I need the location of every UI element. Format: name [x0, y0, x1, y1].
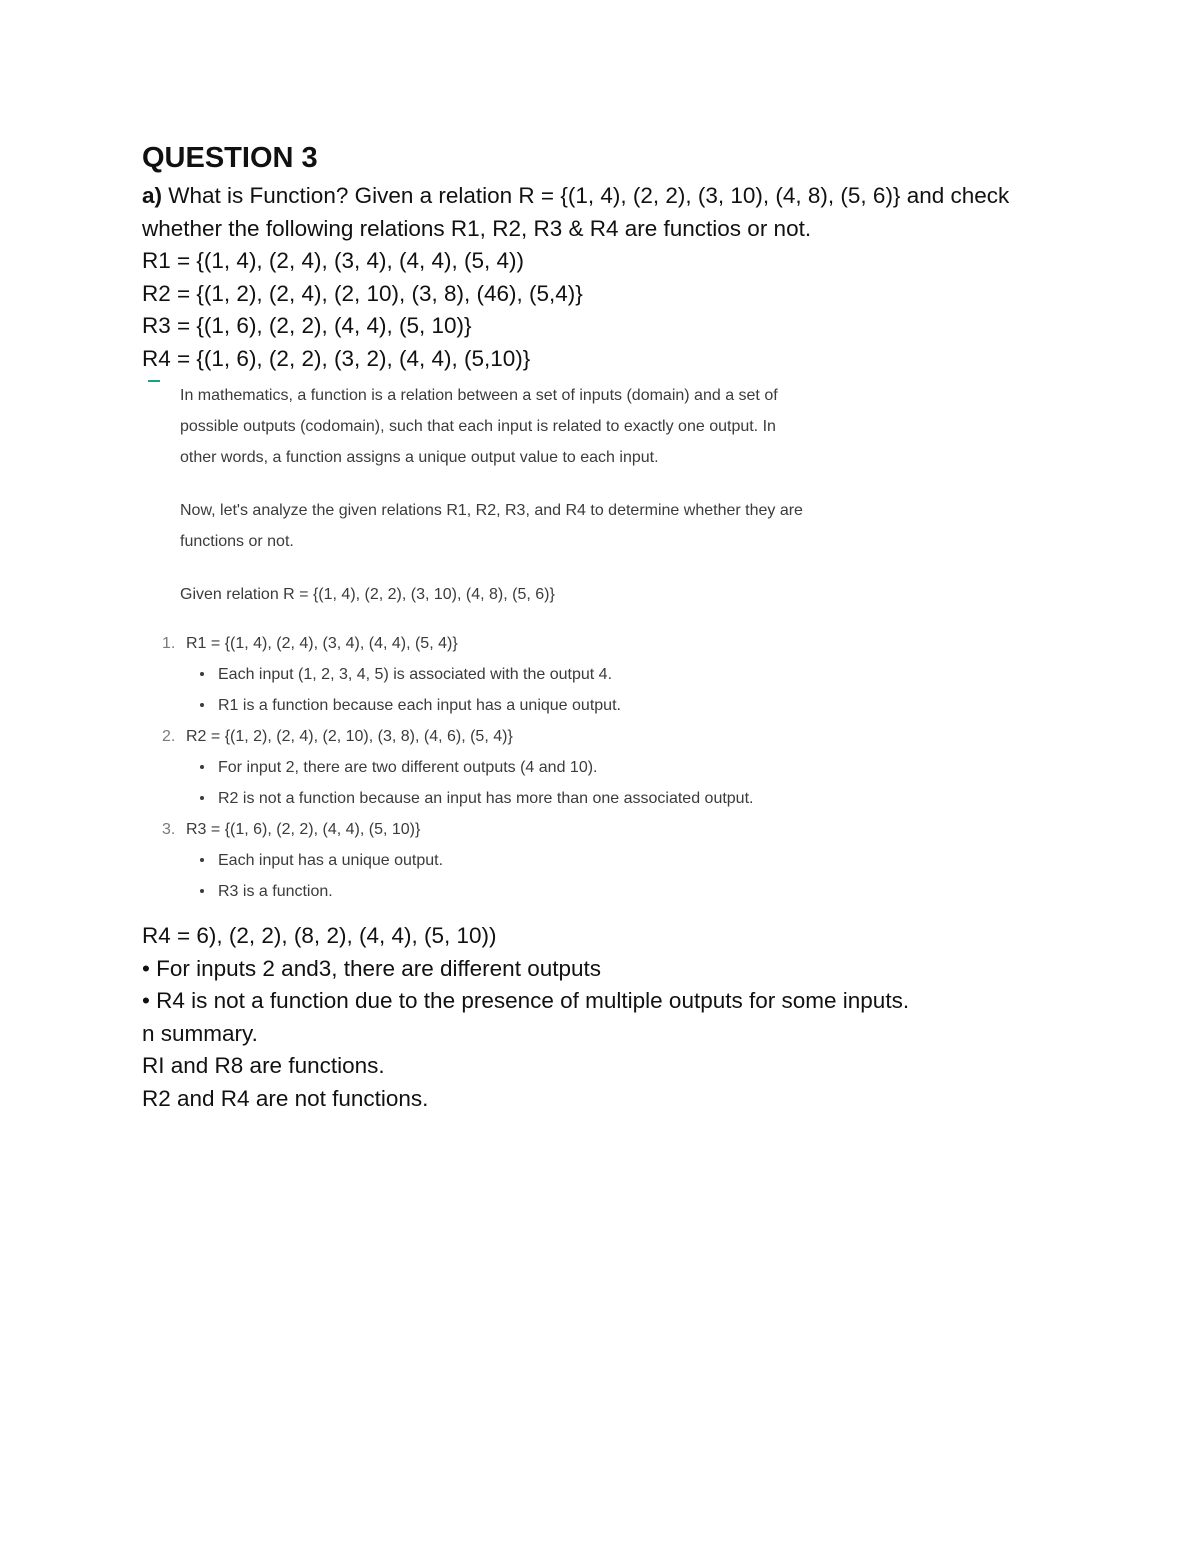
sub-list-item: R1 is a function because each input has a unique output.: [210, 690, 880, 721]
intro-line-3: other words, a function assigns a unique output value to each input.: [180, 449, 659, 466]
list-item: [162, 721, 880, 814]
intro-line-1: In mathematics, a function is a relation between a set of inputs (domain) and a set of: [180, 387, 778, 404]
list-number: 1.: [162, 635, 176, 652]
list-item-label: R1 = {(1, 4), (2, 4), (3, 4), (4, 4), (5, 4)}: [186, 635, 458, 652]
analyze-line-1: Now, let's analyze the given relations R1, R2, R3, and R4 to determine whether they are: [180, 502, 803, 519]
question-line-2: whether the following relations R1, R2, R3 & R4 are functios or not.: [142, 215, 812, 241]
conclusion-text: [142, 920, 1062, 1115]
conclusion-line-6: R2 and R4 are not functions.: [142, 1085, 429, 1111]
conclusion-line-4: n summary.: [142, 1020, 258, 1046]
intro-line-2: possible outputs (codomain), such that each input is related to exactly one output. In: [180, 418, 776, 435]
sub-list-item: R2 is not a function because an input has more than one associated output.: [210, 783, 880, 814]
conclusion-line-5: RI and R8 are functions.: [142, 1053, 385, 1078]
sub-list-item: For input 2, there are two different outputs (4 and 10).: [210, 752, 880, 783]
sub-list: [210, 752, 880, 814]
sub-list: [210, 659, 880, 721]
question-line-1-text: What is Function? Given a relation R = {(1, 4), (2, 2), (3, 10), (4, 8), (5, 6)} and check: [162, 183, 1010, 208]
sub-list-item: R3 is a function.: [210, 876, 880, 907]
analysis-list: [162, 628, 880, 907]
relation-r4: R4 = {(1, 6), (2, 2), (3, 2), (4, 4), (5,10)}: [142, 345, 531, 371]
list-number: 3.: [162, 821, 176, 838]
answer-screenshot: [162, 380, 880, 907]
analyze-line-2: functions or not.: [180, 533, 294, 550]
conclusion-line-3: • R4 is not a function due to the presence of multiple outputs for some inputs.: [142, 988, 910, 1013]
list-number: 2.: [162, 728, 176, 745]
list-item-label: R3 = {(1, 6), (2, 2), (4, 4), (5, 10)}: [186, 821, 421, 838]
question-line-1: [142, 180, 1082, 213]
question-text: [142, 180, 1082, 375]
sub-list: [210, 845, 880, 907]
given-relation: Given relation R = {(1, 4), (2, 2), (3, 10), (4, 8), (5, 6)}: [180, 586, 555, 603]
relation-r1: R1 = {(1, 4), (2, 4), (3, 4), (4, 4), (5, 4)): [142, 248, 524, 273]
sub-list-item: Each input (1, 2, 3, 4, 5) is associated with the output 4.: [210, 659, 880, 690]
conclusion-line-1: R4 = 6), (2, 2), (8, 2), (4, 4), (5, 10)): [142, 923, 497, 948]
list-item: [162, 814, 880, 907]
sub-list-item: Each input has a unique output.: [210, 845, 880, 876]
answer-accent-mark: [148, 380, 160, 382]
list-item: [162, 628, 880, 721]
conclusion-line-2: • For inputs 2 and3, there are different outputs: [142, 955, 601, 981]
part-label: a): [142, 183, 163, 208]
relation-r3: R3 = {(1, 6), (2, 2), (4, 4), (5, 10)}: [142, 313, 472, 338]
relation-r2: R2 = {(1, 2), (2, 4), (2, 10), (3, 8), (46), (5,4)}: [142, 280, 583, 306]
question-title: QUESTION 3: [142, 142, 318, 174]
list-item-label: R2 = {(1, 2), (2, 4), (2, 10), (3, 8), (4, 6), (5, 4)}: [186, 728, 513, 745]
